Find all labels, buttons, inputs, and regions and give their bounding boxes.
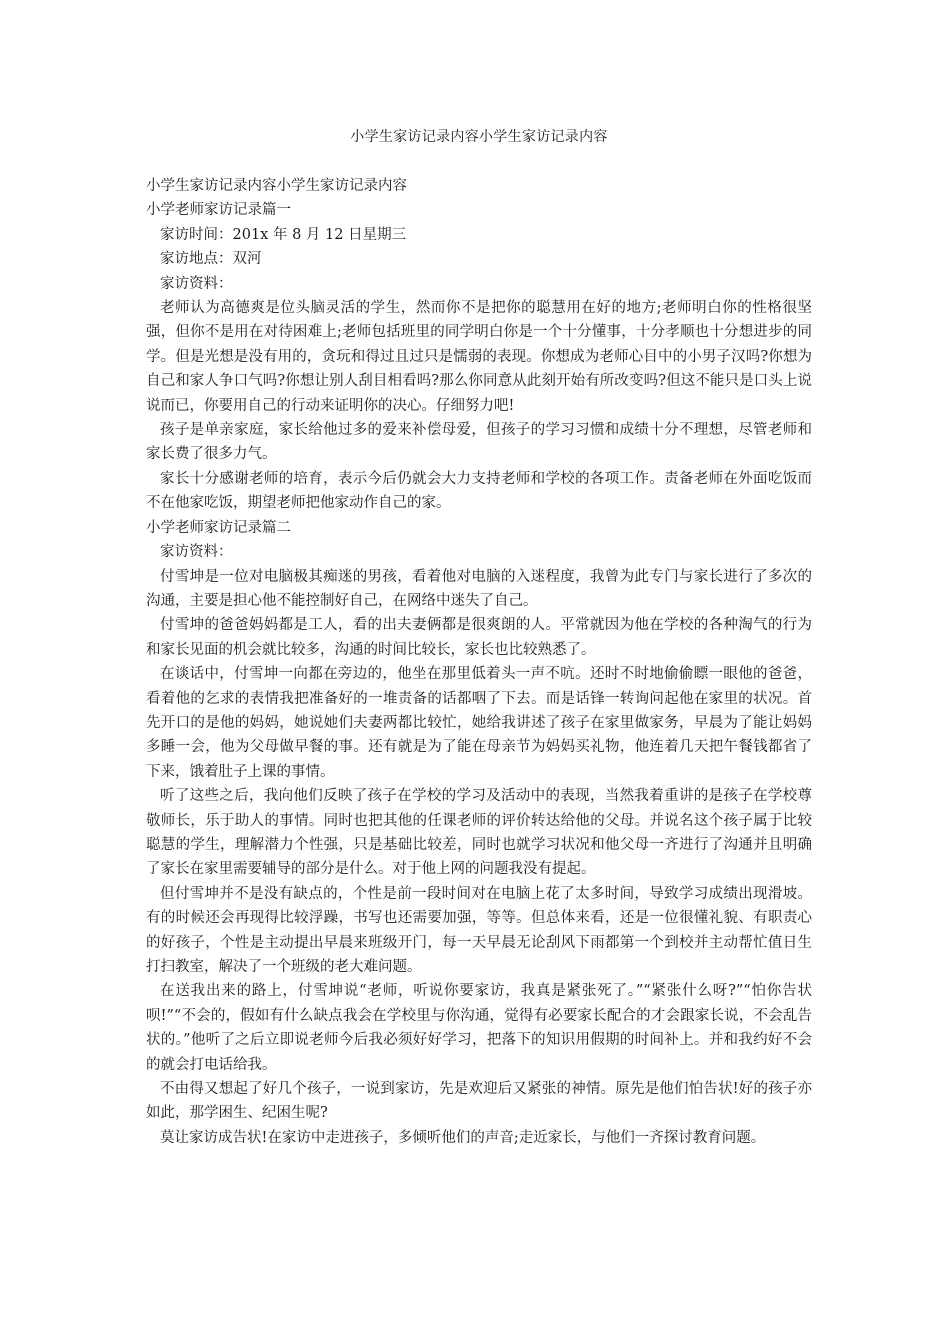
document-page [146, 124, 812, 1150]
section1-paragraph: 老师认为高德爽是位头脑灵活的学生，然而你不是把你的聪慧用在好的地方;老师明白你的性格很坚强，但你不是用在对待困难上;老师包括班里的同学明白你是一个十分懂事，十分孝顺也十分想进步的同学。但是光想是没有用的，贪玩和得过且过只是懦弱的表现。你想成为老师心目中的小男子汉吗?你想为自己和家人争口气吗?你想让别人刮目相看吗?那么你同意从此刻开始有所改变吗?但这不能只是口头上说说而已，你要用自己的行动来证明你的决心。仔细努力吧! [146, 300, 812, 414]
section2-material-label: 家访资料： [160, 544, 233, 561]
section2-paragraph: 付雪坤的爸爸妈妈都是工人，看的出夫妻俩都是很爽朗的人。平常就因为他在学校的各种淘气的行为和家长见面的机会就比较多，沟通的时间比较长，家长也比较熟悉了。 [146, 617, 812, 658]
section1-visit-place: 家访地点：双河 [160, 251, 262, 268]
section2-paragraph: 莫让家访成告状!在家访中走进孩子，多倾听他们的声音;走近家长，与他们一齐探讨教育问题。 [160, 1129, 766, 1146]
section2-heading: 小学老师家访记录篇二 [146, 519, 291, 536]
section2-paragraph: 在谈话中，付雪坤一向都在旁边的，他坐在那里低着头一声不吭。还时不时地偷偷瞟一眼他的爸爸，看着他的乞求的表情我把准备好的一堆责备的话都咽了下去。而是话锋一转询问起他在家里的状况。首先开口的是他的妈妈，她说她们夫妻两都比较忙，她给我讲述了孩子在家里做家务，早晨为了能让妈妈多睡一会，他为父母做早餐的事。还有就是为了能在母亲节为妈妈买礼物，他连着几天把午餐钱都省了下来，饿着肚子上课的事情。 [146, 666, 812, 780]
section1-heading: 小学老师家访记录篇一 [146, 202, 291, 219]
section1-visit-time: 家访时间：201x 年 8 月 12 日星期三 [160, 226, 407, 243]
intro-heading: 小学生家访记录内容小学生家访记录内容 [146, 178, 407, 194]
section2-paragraph: 但付雪坤并不是没有缺点的，个性是前一段时间对在电脑上花了太多时间，导致学习成绩出现滑坡。有的时候还会再现得比较浮躁，书写也还需要加强，等等。但总体来看，还是一位很懂礼貌、有职责心的好孩子，个性是主动提出早晨来班级开门，每一天早晨无论刮风下雨都第一个到校并主动帮忙值日生打扫教室，解决了一个班级的老大难问题。 [146, 885, 812, 975]
section2-paragraph: 不由得又想起了好几个孩子，一说到家访，先是欢迎后又紧张的神情。原先是他们怕告状!好的孩子亦如此，那学困生、纪困生呢? [146, 1081, 812, 1122]
section1-paragraph: 家长十分感谢老师的培育，表示今后仍就会大力支持老师和学校的各项工作。责备老师在外面吃饭而不在他家吃饭，期望老师把他家动作自己的家。 [146, 470, 812, 512]
section2-paragraph: 付雪坤是一位对电脑极其痴迷的男孩，看着他对电脑的入迷程度，我曾为此专门与家长进行了多次的沟通，主要是担心他不能控制好自己，在网络中迷失了自己。 [146, 568, 812, 609]
document-title: 小学生家访记录内容小学生家访记录内容 [350, 129, 608, 145]
section1-material-label: 家访资料： [160, 275, 233, 292]
section1-paragraph: 孩子是单亲家庭，家长给他过多的爱来补偿母爱，但孩子的学习习惯和成绩十分不理想，尽管老师和家长费了很多力气。 [146, 422, 812, 463]
section2-paragraph: 在送我出来的路上，付雪坤说“老师，听说你要家访，我真是紧张死了。”“紧张什么呀?”“怕你告状呗!”“不会的，假如有什么缺点我会在学校里与你沟通，觉得有必要家长配合的才会跟家长说，不会乱告状的。”他听了之后立即说老师今后我必须好好学习，把落下的知识用假期的时间补上。并和我约好不会的就会打电话给我。 [146, 983, 812, 1073]
section2-paragraph: 听了这些之后，我向他们反映了孩子在学校的学习及活动中的表现，当然我着重讲的是孩子在学校尊敬师长，乐于助人的事情。同时也把其他的任课老师的评价转达给他的父母。并说名这个孩子属于比较聪慧的学生，理解潜力个性强，只是基础比较差，同时也就学习状况和他父母一齐进行了沟通并且明确了家长在家里需要辅导的部分是什么。对于他上网的问题我没有提起。 [146, 788, 812, 878]
